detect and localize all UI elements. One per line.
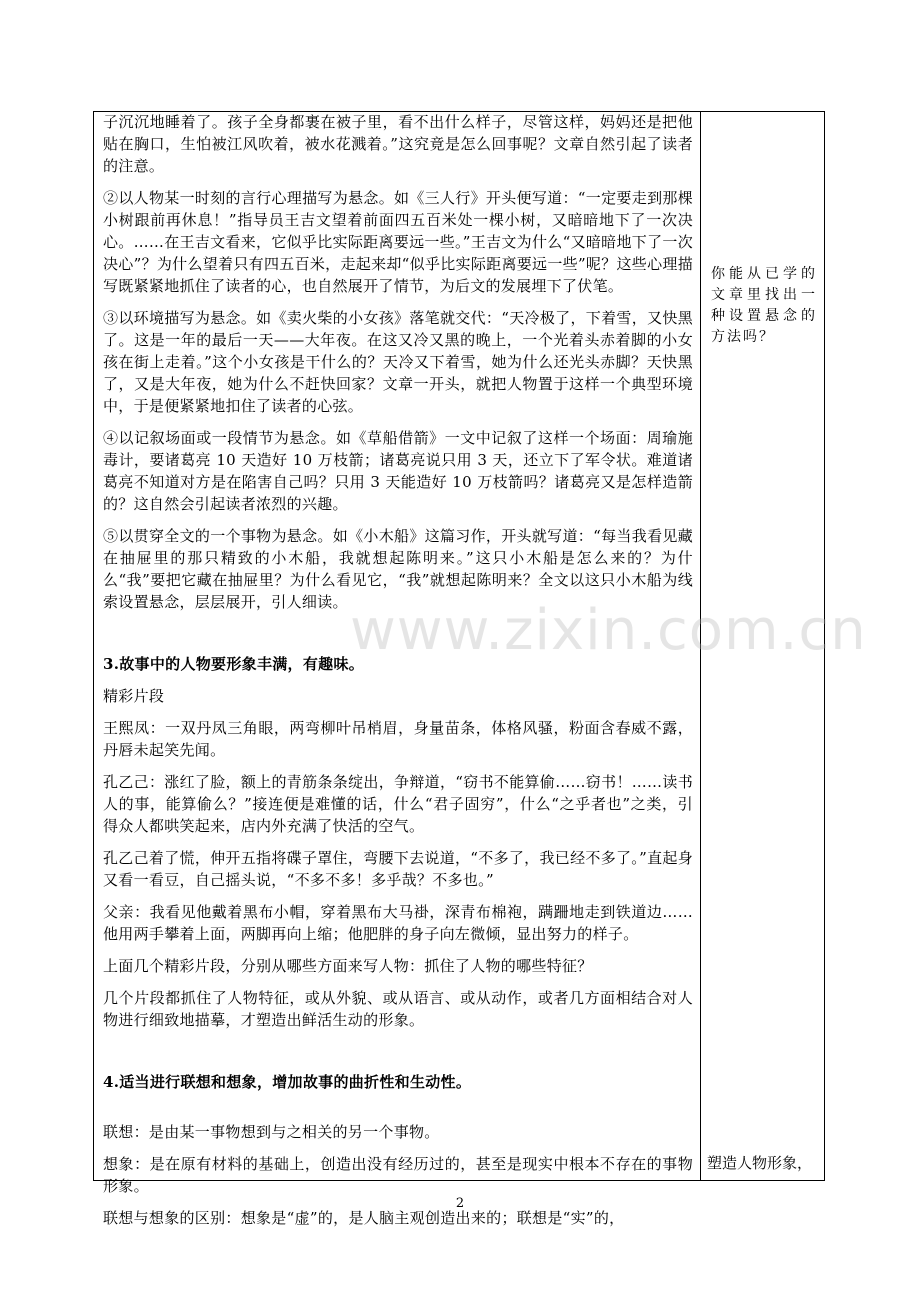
paragraph: 上面几个精彩片段，分别从哪些方面来写人物：抓住了人物的哪些特征？ (103, 957, 593, 975)
section-heading-4: 4.适当进行联想和想象，增加故事的曲折性和生动性。 (103, 1073, 472, 1091)
paragraph: ④以记叙场面或一段情节为悬念。如《草船借箭》一文中记叙了这样一个场面：周瑜施毒计，要诸葛亮 10 天造好 10 万枝箭；诸葛亮说只用 3 天，还立下了军令状。难道诸葛亮不知道对方是在陷害自己吗？只用 3 天能造好 10 万枝箭吗？诸葛亮又是怎样造箭的？这自然会引起读者浓烈的兴趣。 (103, 429, 693, 513)
section-heading-3: 3.故事中的人物要形象丰满，有趣味。 (103, 655, 365, 673)
column-divider (700, 111, 701, 1181)
paragraph: 几个片段都抓住了人物特征，或从外貌、或从语言、或从动作，或者几方面相结合对人物进行细致地描摹，才塑造出鲜活生动的形象。 (103, 989, 693, 1029)
main-column (103, 111, 693, 1239)
paragraph: 子沉沉地睡着了。孩子全身都裹在被子里，看不出什么样子，尽管这样，妈妈还是把他贴在胸口，生怕被江风吹着，被水花溅着。”这究竟是怎么回事呢？文章自然引起了读者的注意。 (103, 113, 693, 175)
paragraph: 精彩片段 (103, 687, 165, 705)
paragraph: ③以环境描写为悬念。如《卖火柴的小女孩》落笔就交代：“天冷极了，下着雪，又快黑了。这是一年的最后一天——大年夜。在这又冷又黑的晚上，一个光着头赤着脚的小女孩在街上走着。”这个小女孩是干什么的？天冷又下着雪，她为什么还光头赤脚？天快黑了，又是大年夜，她为什么不赶快回家？文章一开头，就把人物置于这样一个典型环境中，于是便紧紧地扣住了读者的心弦。 (103, 309, 693, 415)
page-number: 2 (455, 1196, 465, 1211)
watermark: www.zixin.com.cn (350, 598, 867, 663)
paragraph: 孔乙己着了慌，伸开五指将碟子罩住，弯腰下去说道，“不多了，我已经不多了。”直起身又看一看豆，自己摇头说，“不多不多！多乎哉？不多也。” (103, 849, 693, 889)
side-note-character: 塑造人物形象， (707, 1154, 813, 1172)
paragraph: 想象：是在原有材料的基础上，创造出没有经历过的，甚至是现实中根本不存在的事物形象。 (103, 1155, 693, 1195)
paragraph: ⑤以贯穿全文的一个事物为悬念。如《小木船》这篇习作，开头就写道：“每当我看见藏在抽屉里的那只精致的小木船，我就想起陈明来。”这只小木船是怎么来的？为什么“我”要把它藏在抽屉里？为什么看见它，“我”就想起陈明来？全文以这只小木船为线索设置悬念，层层展开，引人细读。 (103, 527, 693, 611)
paragraph: 王熙凤：一双丹凤三角眼，两弯柳叶吊梢眉，身量苗条，体格风骚，粉面含春威不露，丹唇未起笑先闻。 (103, 719, 693, 759)
paragraph: 联想与想象的区别：想象是“虚”的，是人脑主观创造出来的；联想是“实”的， (103, 1209, 625, 1227)
paragraph: 父亲：我看见他戴着黑布小帽，穿着黑布大马褂，深青布棉袍，蹒跚地走到铁道边……他用两手攀着上面，两脚再向上缩；他肥胖的身子向左微倾，显出努力的样子。 (103, 903, 693, 943)
paragraph: 联想：是由某一事物想到与之相关的另一个事物。 (103, 1123, 440, 1141)
side-note-question: 你能从已学的文章里找出一种设置悬念的方法吗？ (711, 266, 817, 345)
paragraph: ②以人物某一时刻的言行心理描写为悬念。如《三人行》开头便写道：“一定要走到那棵小树跟前再休息！”指导员王吉文望着前面四五百米处一棵小树，又暗暗地下了一次决心。……在王吉文看来，它似乎比实际距离要远一些。”王吉文为什么“又暗暗地下了一次决心”？为什么望着只有四五百米，走起来却“似乎比实际距离要远一些”呢？这些心理描写既紧紧地抓住了读者的心，也自然展开了情节，为后文的发展埋下了伏笔。 (103, 189, 694, 295)
paragraph: 孔乙己：涨红了脸，额上的青筋条条绽出，争辩道，“窃书不能算偷……窃书！……读书人的事，能算偷么？”接连便是难懂的话，什么“君子固穷”，什么“之乎者也”之类，引得众人都哄笑起来，店内外充满了快活的空气。 (103, 773, 693, 835)
